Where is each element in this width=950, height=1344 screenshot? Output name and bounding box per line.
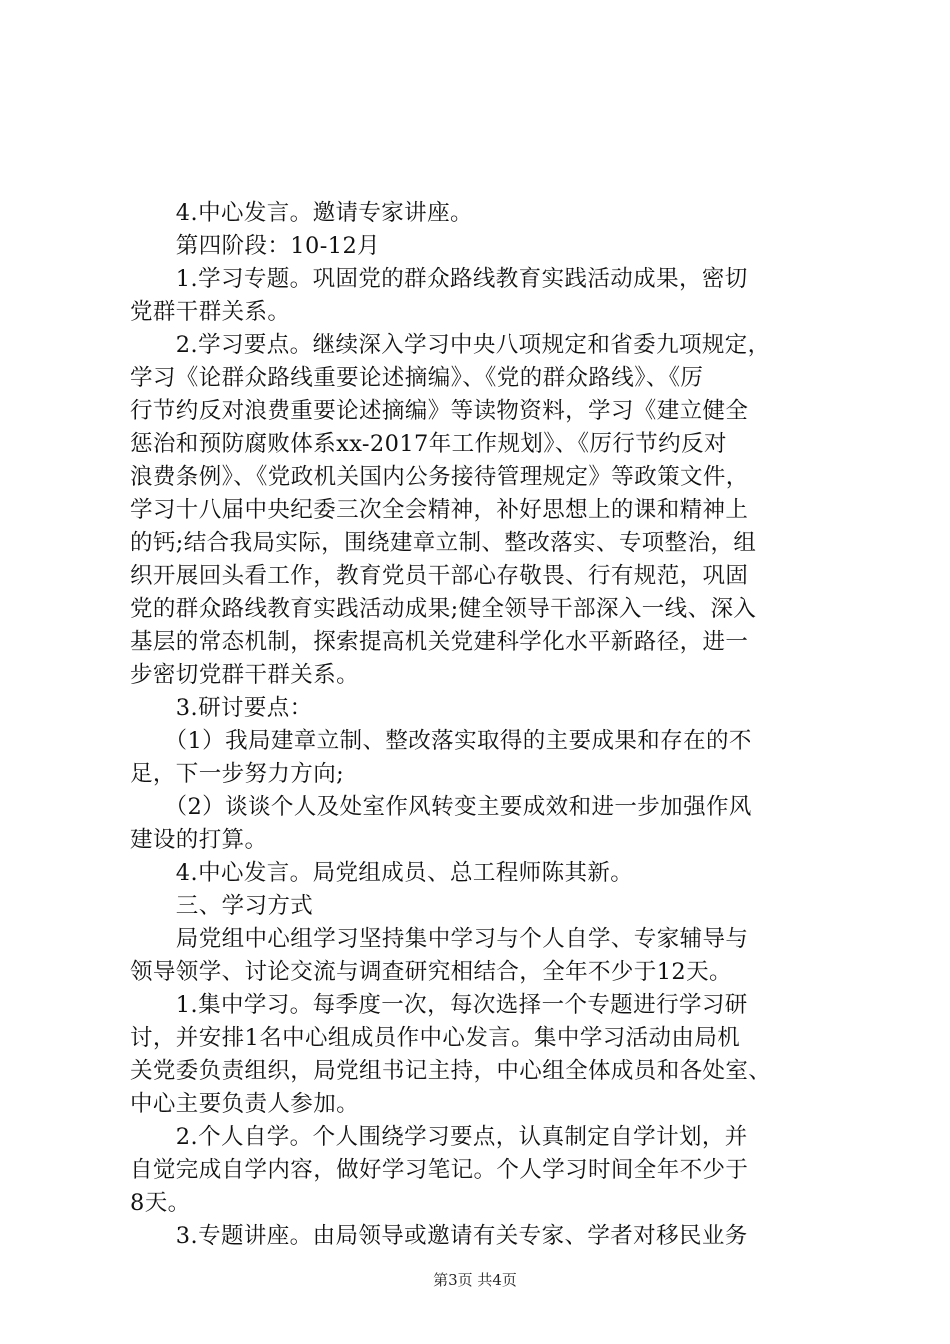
text-line: 关党委负责组织，局党组书记主持，中心组全体成员和各处室、 xyxy=(130,1058,772,1084)
text-line: 讨，并安排1名中心组成员作中心发言。集中学习活动由局机 xyxy=(130,1025,741,1051)
text-line: 学习十八届中央纪委三次全会精神，补好思想上的课和精神上 xyxy=(130,497,749,523)
text-line: 足，下一步努力方向; xyxy=(130,761,345,787)
text-line: 4.中心发言。局党组成员、总工程师陈其新。 xyxy=(130,860,634,886)
text-line: 浪费条例》、《党政机关国内公务接待管理规定》等政策文件， xyxy=(130,464,749,490)
text-line: 领导领学、讨论交流与调查研究相结合，全年不少于12天。 xyxy=(130,959,732,985)
text-line: 1.学习专题。巩固党的群众路线教育实践活动成果，密切 xyxy=(130,266,748,292)
text-line: 第四阶段：10-12月 xyxy=(130,233,381,259)
text-line: 2.个人自学。个人围绕学习要点，认真制定自学计划，并 xyxy=(130,1124,748,1150)
text-line: 三、学习方式 xyxy=(130,893,314,919)
text-line: 3.研讨要点： xyxy=(130,695,313,721)
text-line: 8天。 xyxy=(130,1190,191,1216)
text-line: 中心主要负责人参加。 xyxy=(130,1091,360,1117)
page-footer: 第3页 共4页 xyxy=(433,1271,517,1289)
text-line: 1.集中学习。每季度一次，每次选择一个专题进行学习研 xyxy=(130,992,748,1018)
text-line: 2.学习要点。继续深入学习中央八项规定和省委九项规定， xyxy=(130,332,771,358)
text-line: 局党组中心组学习坚持集中学习与个人自学、专家辅导与 xyxy=(130,926,749,952)
text-line: （1）我局建章立制、整改落实取得的主要成果和存在的不 xyxy=(130,728,752,754)
text-line: 党群干群关系。 xyxy=(130,299,291,325)
text-line: 自觉完成自学内容，做好学习笔记。个人学习时间全年不少于 xyxy=(130,1157,749,1183)
text-line: 行节约反对浪费重要论述摘编》等读物资料，学习《建立健全 xyxy=(130,398,749,424)
text-line: 织开展回头看工作，教育党员干部心存敬畏、行有规范，巩固 xyxy=(130,563,749,589)
text-line: （2）谈谈个人及处室作风转变主要成效和进一步加强作风 xyxy=(130,794,752,820)
text-line: 党的群众路线教育实践活动成果;健全领导干部深入一线、深入 xyxy=(130,596,757,622)
text-line: 建设的打算。 xyxy=(130,827,268,853)
text-line: 3.专题讲座。由局领导或邀请有关专家、学者对移民业务 xyxy=(130,1223,748,1249)
text-line: 惩治和预防腐败体系xx-2017年工作规划》、《厉行节约反对 xyxy=(130,431,727,457)
text-line: 学习《论群众路线重要论述摘编》、《党的群众路线》、《厉 xyxy=(130,365,704,391)
text-line: 4.中心发言。邀请专家讲座。 xyxy=(130,200,473,226)
text-line: 基层的常态机制，探索提高机关党建科学化水平新路径，进一 xyxy=(130,629,749,655)
text-line: 的钙;结合我局实际，围绕建章立制、整改落实、专项整治，组 xyxy=(130,530,757,556)
text-line: 步密切党群干群关系。 xyxy=(130,662,360,688)
